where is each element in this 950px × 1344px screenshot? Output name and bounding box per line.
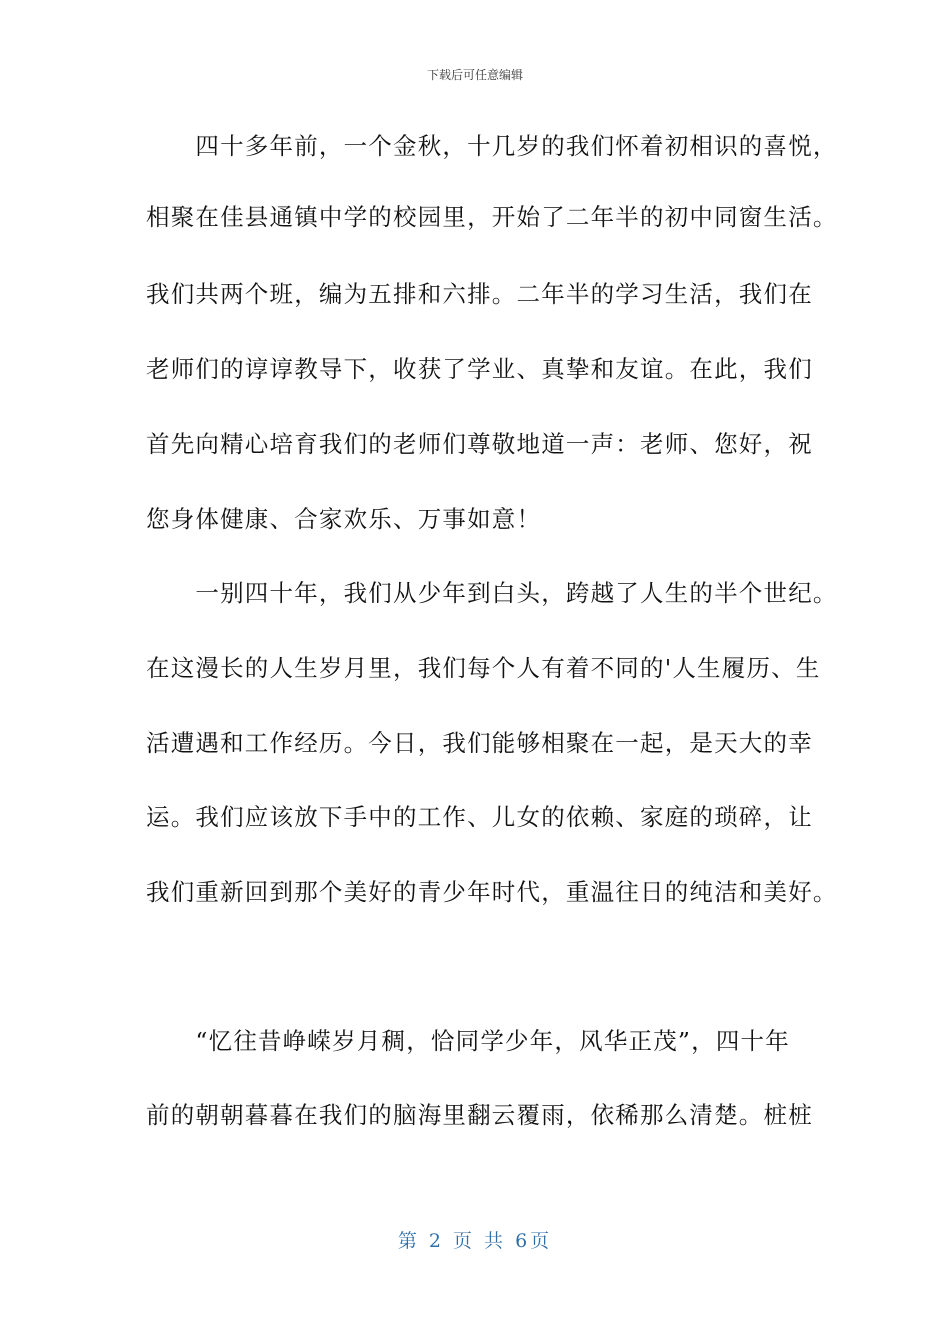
text-line: 前的朝朝暮暮在我们的脑海里翻云覆雨，依稀那么清楚。桩桩 bbox=[146, 1101, 813, 1129]
page-number: 第 2 页 共 6页 bbox=[397, 1230, 553, 1252]
text-line: 运。我们应该放下手中的工作、儿女的依赖、家庭的琐碎，让 bbox=[146, 803, 813, 831]
text-line: 相聚在佳县通镇中学的校园里，开始了二年半的初中同窗生活。 bbox=[146, 203, 838, 231]
text-line: 我们共两个班，编为五排和六排。二年半的学习生活，我们在 bbox=[146, 280, 813, 308]
text-line: 您身体健康、合家欢乐、万事如意！ bbox=[146, 505, 542, 533]
text-line: 一别四十年，我们从少年到白头，跨越了人生的半个世纪。 bbox=[146, 579, 838, 607]
text-line: 我们重新回到那个美好的青少年时代，重温往日的纯洁和美好。 bbox=[146, 878, 838, 906]
text-line: 四十多年前，一个金秋，十几岁的我们怀着初相识的喜悦， bbox=[146, 132, 838, 160]
text-line: 活遭遇和工作经历。今日，我们能够相聚在一起，是天大的幸 bbox=[146, 729, 813, 757]
text-line: 在这漫长的人生岁月里，我们每个人有着不同的'人生履历、生 bbox=[146, 654, 821, 682]
page-header: 下载后可任意编辑 bbox=[426, 68, 523, 82]
text-line: 老师们的谆谆教导下，收获了学业、真挚和友谊。在此，我们 bbox=[146, 355, 813, 383]
text-line: “忆往昔峥嵘岁月稠，恰同学少年，风华正茂”，四十年 bbox=[146, 1027, 790, 1055]
text-line: 首先向精心培育我们的老师们尊敬地道一声：老师、您好，祝 bbox=[146, 430, 813, 458]
